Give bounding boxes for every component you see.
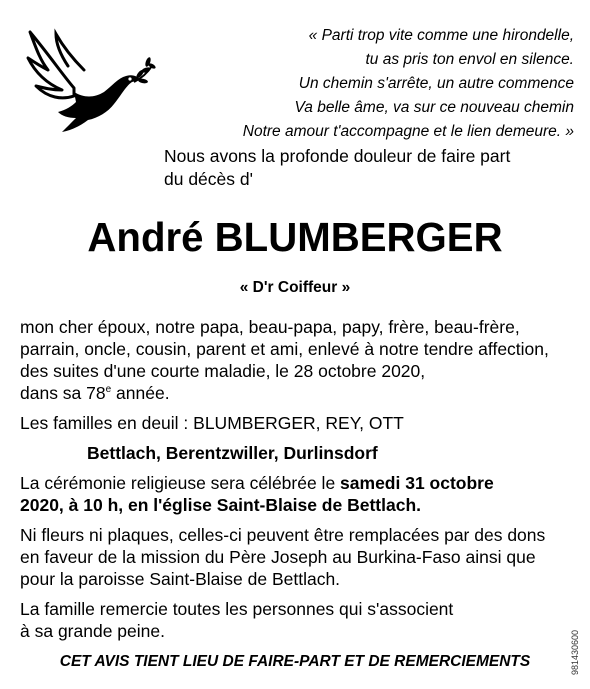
deceased-name: André BLUMBERGER: [87, 214, 503, 260]
reference-text: 981430600: [570, 629, 580, 675]
age-line: [20, 382, 580, 404]
age-superscript: e: [105, 384, 112, 395]
flowers-line: Ni fleurs ni plaques, celles-ci peuvent être remplacées par des dons: [20, 525, 546, 545]
footer-notice: CET AVIS TIENT LIEU DE FAIRE-PART ET DE REMERCIEMENTS: [59, 653, 531, 670]
poem-line: « Parti trop vite comme une hirondelle,: [308, 27, 574, 44]
poem-line: Va belle âme, va sur ce nouveau chemin: [294, 99, 574, 116]
poem: [174, 24, 574, 144]
places-line: Bettlach, Berentzwiller, Durlinsdorf: [87, 443, 378, 463]
poem-line: Notre amour t'accompagne et le lien demeure. »: [242, 123, 574, 140]
poem-line: Un chemin s'arrête, un autre commence: [298, 75, 574, 92]
nickname: « D'r Coiffeur »: [239, 279, 351, 296]
intro-line: du décès d': [164, 169, 253, 189]
intro-line: Nous avons la profonde douleur de faire part: [164, 146, 511, 166]
ceremony-details: 2020, à 10 h, en l'église Saint-Blaise de Bettlach.: [20, 495, 421, 515]
reference-number: [570, 620, 584, 680]
families-line: Les familles en deuil : BLUMBERGER, REY, OTT: [20, 413, 404, 433]
poem-line: tu as pris ton envol en silence.: [365, 51, 574, 68]
ceremony-text: La cérémonie religieuse sera célébrée le: [20, 473, 341, 493]
age-suffix: année.: [111, 383, 170, 403]
dove-icon: [22, 26, 156, 136]
ceremony-date: samedi 31 octobre: [340, 473, 494, 493]
relations-line: parrain, oncle, cousin, parent et ami, enlevé à notre tendre affection,: [20, 339, 549, 359]
thanks-line: à sa grande peine.: [20, 621, 165, 641]
flowers-line: pour la paroisse Saint-Blaise de Bettlach.: [20, 569, 341, 589]
intro-text: [164, 145, 510, 191]
ceremony-line: [20, 472, 580, 494]
relations-line: mon cher époux, notre papa, beau-papa, papy, frère, beau-frère,: [20, 317, 520, 337]
relations-line: des suites d'une courte maladie, le 28 octobre 2020,: [20, 361, 426, 381]
notice-body: [20, 316, 580, 642]
age-text: dans sa 78: [20, 383, 106, 403]
thanks-line: La famille remercie toutes les personnes qui s'associent: [20, 599, 454, 619]
flowers-line: en faveur de la mission du Père Joseph au Burkina-Faso ainsi que: [20, 547, 536, 567]
